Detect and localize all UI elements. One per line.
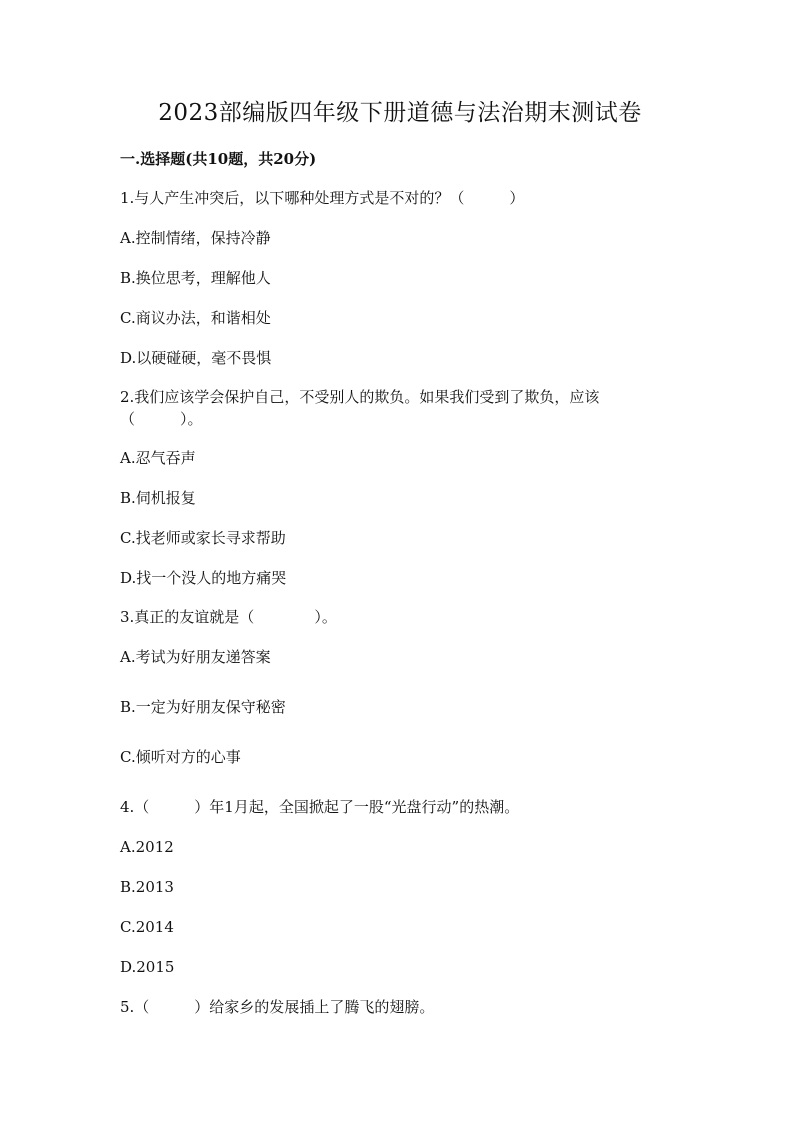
page-title: 2023部编版四年级下册道德与法治期末测试卷 [158,100,642,126]
question-4-option-c: C.2014 [120,918,174,936]
question-1-stem: 1.与人产生冲突后，以下哪种处理方式是不对的？（ ） [120,189,525,207]
question-5-stem: 5.（ ）给家乡的发展插上了腾飞的翅膀。 [120,998,435,1016]
section-heading: 一.选择题(共10题，共20分) [120,150,317,168]
question-3-stem: 3.真正的友谊就是（ ）。 [120,608,337,626]
question-1-option-c: C.商议办法，和谐相处 [120,309,271,327]
question-4-option-a: A.2012 [120,838,174,856]
question-3-option-a: A.考试为好朋友递答案 [120,648,271,666]
question-3-option-c: C.倾听对方的心事 [120,748,241,766]
question-1-option-b: B.换位思考，理解他人 [120,269,271,287]
question-4-stem: 4.（ ）年1月起，全国掀起了一股“光盘行动”的热潮。 [120,798,520,816]
question-3-option-b: B.一定为好朋友保守秘密 [120,698,286,716]
question-4-option-b: B.2013 [120,878,174,896]
question-2-option-b: B.伺机报复 [120,489,196,507]
question-2-stem-continued: （ ）。 [120,410,203,428]
question-2-option-d: D.找一个没人的地方痛哭 [120,569,287,587]
question-4-option-d: D.2015 [120,958,175,976]
question-1-option-d: D.以硬碰硬，毫不畏惧 [120,349,272,367]
question-2-option-a: A.忍气吞声 [120,449,196,467]
question-2-stem: 2.我们应该学会保护自己，不受别人的欺负。如果我们受到了欺负，应该 [120,388,600,406]
question-1-option-a: A.控制情绪，保持冷静 [120,229,271,247]
question-2-option-c: C.找老师或家长寻求帮助 [120,529,286,547]
